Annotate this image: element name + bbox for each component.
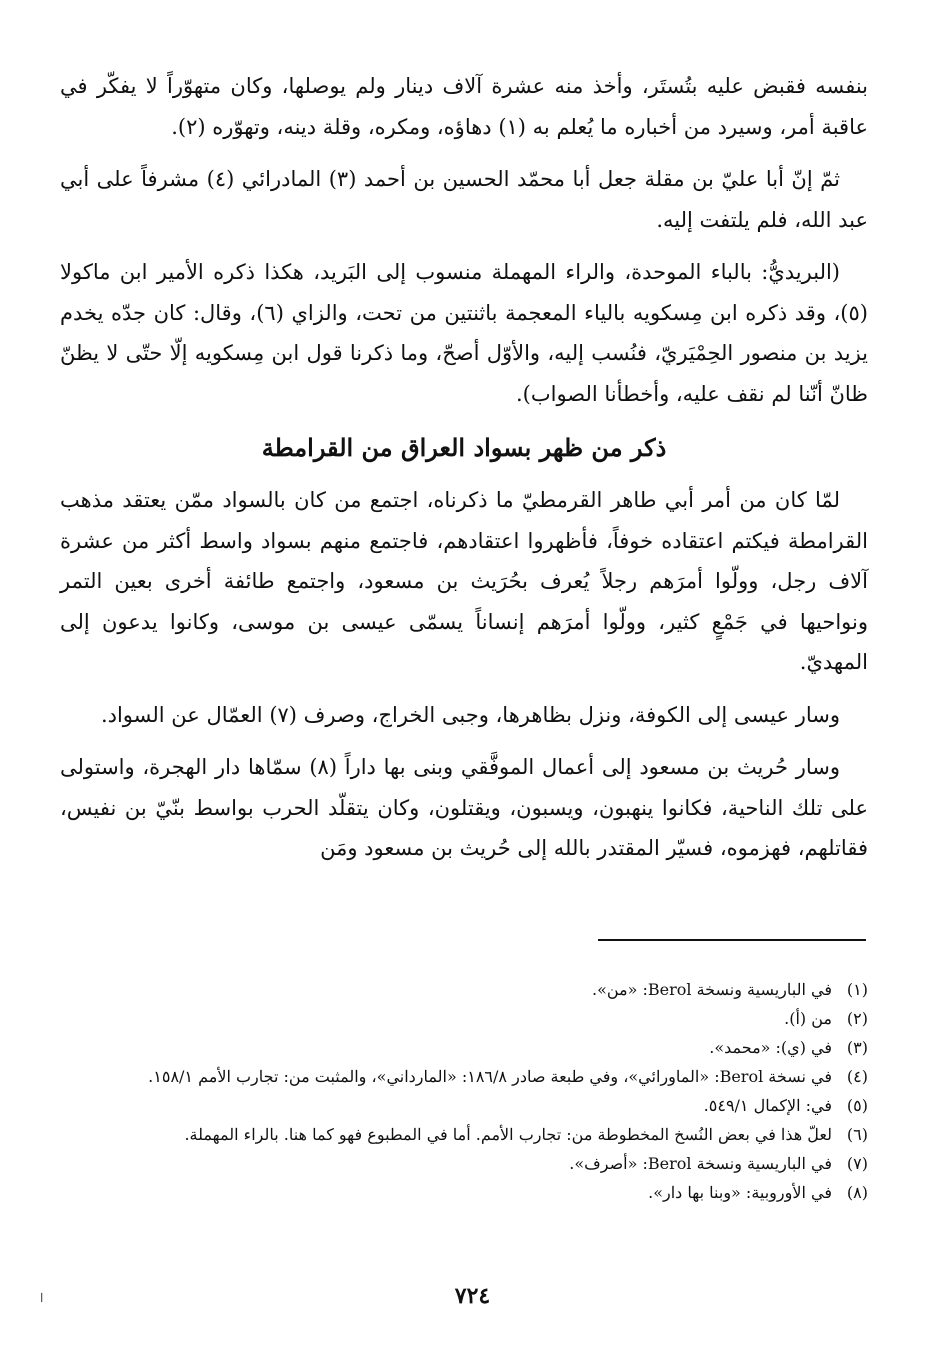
footnote-number: (٨) xyxy=(846,1183,868,1202)
footnotes xyxy=(100,976,868,1208)
footnote-text: من (أ). xyxy=(784,1009,832,1028)
paragraph: ثمّ إنّ أبا عليّ بن مقلة جعل أبا محمّد الحسين بن أحمد (٣) المادرائي (٤) مشرفاً على أبي عبد الله، فلم يلتفت إليه. xyxy=(60,167,868,232)
page-number: ٧٢٤ xyxy=(454,1283,491,1309)
footnote-text: في الأوروبية: «وبنا بها دار». xyxy=(648,1183,832,1202)
paragraph: بنفسه فقبض عليه بتُستَر، وأخذ منه عشرة آلاف دينار ولم يوصلها، وكان متهوّراً لا يفكّر في عاقبة أمر، وسيرد من أخباره ما يُعلم به (١) دهاؤه، ومكره، وقلة دينه، وتهوّره (٢). xyxy=(60,74,868,139)
paragraph: وسار عيسى إلى الكوفة، ونزل بظاهرها، وجبى الخراج، وصرف (٧) العمّال عن السواد. xyxy=(100,702,840,727)
footnote-number: (٥) xyxy=(846,1096,868,1115)
footnote xyxy=(100,976,868,1003)
footnote-number: (٢) xyxy=(846,1009,868,1028)
footnote-text: لعلّ هذا في بعض النُسخ المخطوطة من: تجارب الأمم. أما في المطبوع فهو كما هنا. بالراء المهملة. xyxy=(184,1125,832,1144)
footnote-number: (٧) xyxy=(846,1154,868,1173)
paragraph: (البريديُّ: بالباء الموحدة، والراء المهملة منسوب إلى البَريد، هكذا ذكره الأمير ابن ماكولا (٥)، وقد ذكره ابن مِسكويه بالياء المعجمة باثنتين من تحت، والزاي (٦)، وقال: كان جدّه يخدم يزيد بن منصور الحِمْيَريّ، فنُسب إليه، والأوّل أصحّ، وما ذكرنا قول ابن مِسكويه إلّا حتّى لا يظنّ ظانّ أنّنا لم نقف عليه، وأخطأنا الصواب). xyxy=(60,260,868,406)
paragraph: لمّا كان من أمر أبي طاهر القرمطيّ ما ذكرناه، اجتمع من كان بالسواد ممّن يعتقد مذهب القرامطة فيكتم اعتقاده خوفاً، فأظهروا اعتقادهم، فاجتمع منهم بسواد واسط أكثر من عشرة آلاف رجل، وولّوا أمرَهم رجلاً يُعرف بحُرَيث بن مسعود، واجتمع طائفة أخرى بعين التمر ونواحيها في جَمْعٍ كثير، وولّوا أمرَهم إنساناً يسمّى عيسى بن موسى، وكانوا يدعون إلى المهديّ. xyxy=(60,488,868,674)
footnote xyxy=(100,1005,868,1032)
paragraph: وسار حُريث بن مسعود إلى أعمال الموفَّقي وبنى بها داراً (٨) سمّاها دار الهجرة، واستولى على تلك الناحية، فكانوا ينهبون، ويسبون، ويقتلون، وكان يتقلّد الحرب بواسط بنّيّ بن نفيس، فقاتلهم، فهزموه، فسيّر المقتدر بالله إلى حُريث بن مسعود ومَن xyxy=(60,755,868,860)
footnote xyxy=(100,1063,868,1090)
main-text xyxy=(60,66,868,869)
footnote xyxy=(100,1121,868,1148)
footnote-text: في الباريسية ونسخة Berol: «من». xyxy=(592,980,832,999)
footnote xyxy=(100,1034,868,1061)
footnote xyxy=(100,1179,868,1206)
footnote-text: في الباريسية ونسخة Berol: «أصرف». xyxy=(569,1154,832,1173)
footnote xyxy=(100,1150,868,1177)
footnote-text: في: الإكمال ٥٤٩/١. xyxy=(703,1096,832,1115)
footnote-number: (٣) xyxy=(846,1038,868,1057)
footnote-number: (٤) xyxy=(846,1067,868,1086)
footnote-number: (٦) xyxy=(846,1125,868,1144)
footnote-divider xyxy=(598,939,866,941)
footnote-number: (١) xyxy=(846,980,868,999)
footnote-text: في نسخة Berol: «الماورائي»، وفي طبعة صادر ١٨٦/٨: «المارداني»، والمثبت من: تجارب الأمم ١٥٨/١. xyxy=(148,1067,832,1086)
margin-mark: ا xyxy=(40,1291,44,1305)
footnote xyxy=(100,1092,868,1119)
footnote-text: في (ي): «محمد». xyxy=(709,1038,832,1057)
section-heading: ذكر من ظهر بسواد العراق من القرامطة xyxy=(261,433,667,462)
